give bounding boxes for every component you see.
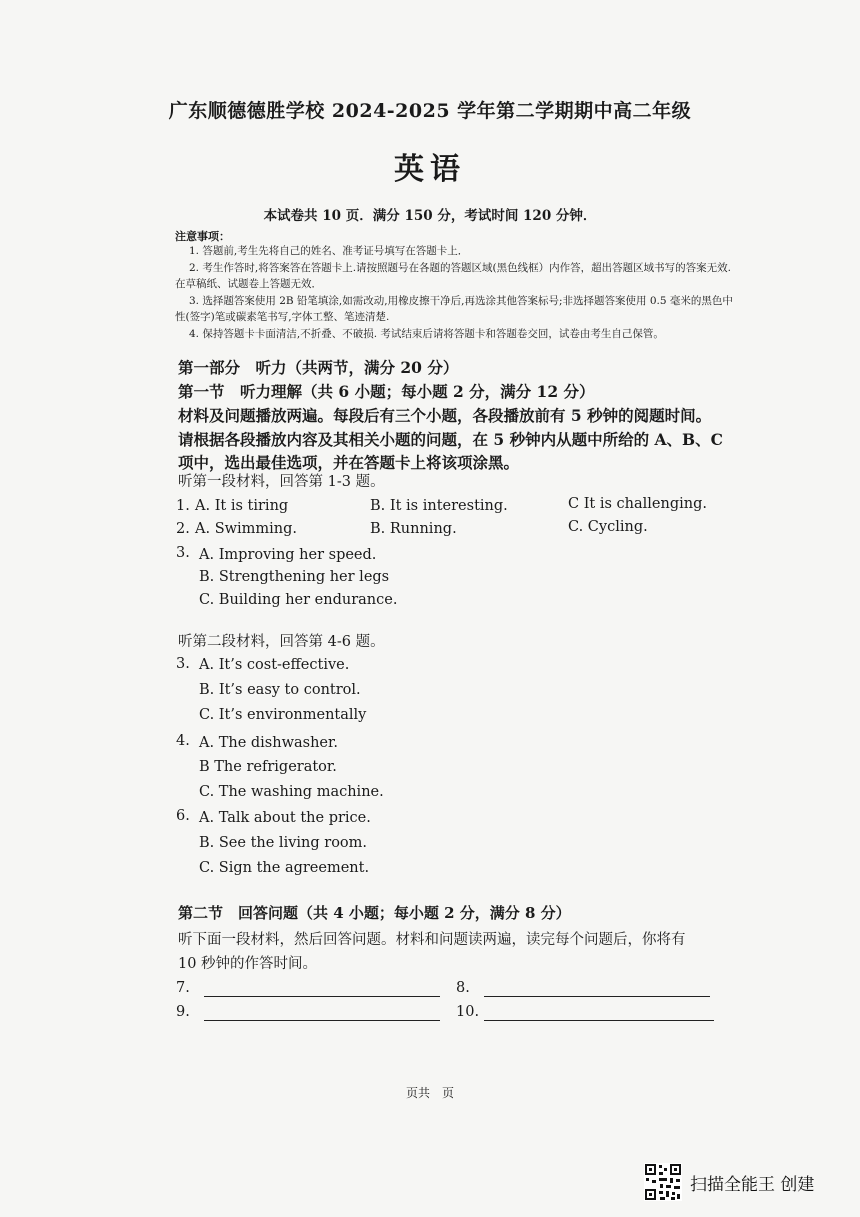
q1-option-a: A. It is tiring <box>195 498 289 514</box>
section1-heading: 第一节 听力理解（共 6 小题；每小题 2 分，满分 12 分） <box>178 382 595 401</box>
q1-number: 1. <box>176 498 190 514</box>
q6-number: 6. <box>176 808 190 824</box>
q3-option-c: C. Building her endurance. <box>199 592 398 608</box>
notes-title: 注意事项： <box>175 230 230 243</box>
watermark-text: 扫描全能王 创建 <box>690 1174 815 1195</box>
qr-code-icon <box>644 1163 682 1201</box>
q4-option-b: B. It’s easy to control. <box>199 682 361 698</box>
notes-list <box>175 243 735 342</box>
q5-option-c: C. The washing machine. <box>199 784 384 800</box>
q2-number: 2. <box>176 521 190 537</box>
passage1-label: 听第一段材料，回答第 1-3 题。 <box>178 474 385 490</box>
q2-option-b: B. Running. <box>370 521 457 537</box>
description-line: 听下面一段材料，然后回答问题。材料和问题读两遍，读完每个问题后，你将有 <box>178 932 686 948</box>
instruction-line: 请根据各段播放内容及其相关小题的问题，在 5 秒钟内从题中所给的 A、B、C <box>178 429 723 449</box>
q3-option-b: B. Strengthening her legs <box>199 569 390 585</box>
part1-heading: 第一部分 听力（共两节，满分 20 分） <box>178 358 459 377</box>
q3-option-a: A. Improving her speed. <box>199 547 377 563</box>
section2-description <box>178 928 738 976</box>
note-item: 1. 答题前,考生先将自己的姓名、准考证号填写在答题卡上． <box>189 245 469 257</box>
scanner-watermark <box>644 1163 814 1201</box>
passage2-label: 听第二段材料，回答第 4-6 题。 <box>178 634 385 650</box>
blank-7-number: 7. <box>176 980 190 996</box>
page-footer: 页共 页 <box>405 1086 454 1100</box>
blank-10-number: 10. <box>456 1004 480 1020</box>
blank-8-line[interactable] <box>484 996 710 997</box>
exam-info: 本试卷共 10 页．满分 150 分，考试时间 120 分钟． <box>263 208 597 224</box>
blank-8-number: 8. <box>456 980 470 996</box>
instruction-line: 材料及问题播放两遍。每段后有三个小题，各段播放前有 5 秒钟的阅题时间。 <box>178 406 712 425</box>
q1-option-b: B. It is interesting. <box>370 498 508 514</box>
q2-option-c: C. Cycling. <box>568 519 648 535</box>
note-item: 3. 选择题答案使用 2B 铅笔填涂,如需改动,用橡皮擦干净后,再选涂其他答案标号;非选择题答案使用 0.5 毫米的黑色中性(签字)笔或碳素笔书写,字体工整、笔迹清楚. <box>175 294 733 323</box>
blank-7-line[interactable] <box>204 996 440 997</box>
subject-title: 英语 <box>394 152 466 187</box>
q1-option-c: C It is challenging. <box>568 496 708 512</box>
description-line: 10 秒钟的作答时间。 <box>178 956 318 972</box>
q6-option-b: B. See the living room. <box>199 835 368 851</box>
blank-10-line[interactable] <box>484 1020 714 1021</box>
q4-option-a: A. It’s cost-effective. <box>199 657 350 673</box>
section2-heading: 第二节 回答问题（共 4 小题；每小题 2 分，满分 8 分） <box>178 904 571 922</box>
instruction-line: 项中，选出最佳选项，并在答题卡上将该项涂黑。 <box>178 453 520 472</box>
section1-instructions <box>178 404 738 475</box>
q5-option-b: B The refrigerator. <box>199 759 337 775</box>
note-item: 4. 保持答题卡卡面清洁,不折叠、不破损. 考试结束后请将答题卡和答题卷交回，试卷由考生自己保管。 <box>189 327 664 340</box>
note-item: 2. 考生作答时,将答案答在答题卡上.请按照题号在各题的答题区域(黑色线框）内作答，超出答题区域书写的答案无效.在草稿纸、试题卷上答题无效． <box>175 261 731 290</box>
q4-number: 3. <box>176 656 190 672</box>
q6-option-a: A. Talk about the price. <box>199 810 371 826</box>
q5-option-a: A. The dishwasher. <box>199 735 338 751</box>
exam-title: 广东顺德德胜学校 2024-2025 学年第二学期期中高二年级 <box>168 100 692 122</box>
q5-number: 4. <box>176 733 190 749</box>
blank-9-line[interactable] <box>204 1020 440 1021</box>
q6-option-c: C. Sign the agreement. <box>199 860 370 876</box>
q2-option-a: A. Swimming. <box>195 521 298 537</box>
q4-option-c: C. It’s environmentally <box>199 707 367 723</box>
blank-9-number: 9. <box>176 1004 190 1020</box>
q3-number: 3. <box>176 545 190 561</box>
